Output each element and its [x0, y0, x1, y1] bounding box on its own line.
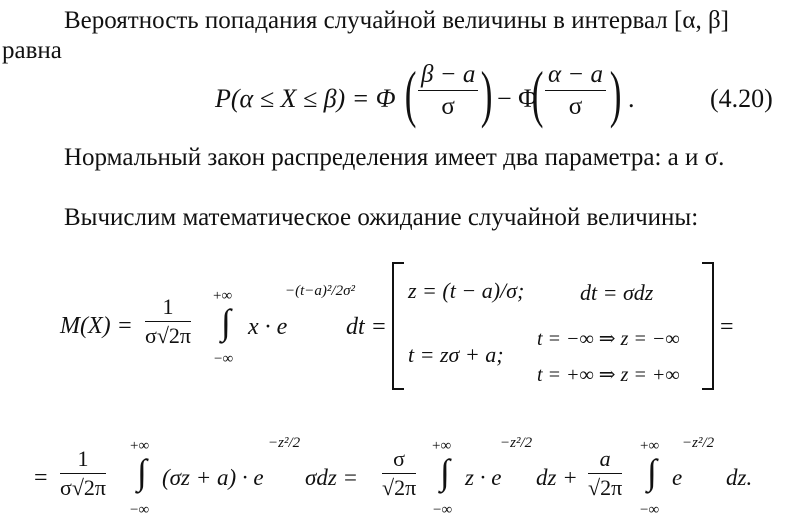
mx-equals: =	[720, 314, 734, 340]
integral-sign-4: ∫	[647, 452, 657, 492]
final-coef-2	[382, 448, 416, 499]
equation-number: (4.20)	[710, 84, 773, 113]
final-term-1: (σz + a) · e	[162, 465, 264, 490]
integral-sign-3: ∫	[440, 452, 450, 492]
mx-exponent: −(t−a)²/2σ²	[285, 283, 355, 299]
sub-limit-upper: t = +∞ ⇒ z = +∞	[537, 364, 680, 386]
mx-int-lower: −∞	[214, 351, 234, 367]
fraction-1-numerator: β − a	[418, 62, 478, 91]
right-bracket	[702, 262, 714, 390]
mx-int-upper: +∞	[213, 288, 233, 304]
mx-coef-num: 1	[145, 296, 191, 322]
mx-coef-den: σ√2π	[145, 323, 192, 348]
integral-sign-1: ∫	[221, 302, 231, 342]
final-term-3: e	[672, 465, 683, 490]
final-exp-3: −z²/2	[682, 435, 715, 451]
eq420-lhs	[215, 86, 396, 112]
final-coef-1	[60, 448, 106, 499]
final-int1-upper: +∞	[130, 438, 150, 454]
final-int2-upper: +∞	[432, 438, 452, 454]
fraction-2-denominator: σ	[568, 93, 583, 120]
final-int2-lower: −∞	[433, 502, 453, 518]
sub-t: t = zσ + a;	[408, 342, 504, 367]
final-coef-1-den: σ√2π	[60, 475, 107, 500]
final-coef-3	[588, 448, 622, 499]
final-equals: =	[34, 465, 48, 491]
eq420-minus: − Φ	[497, 84, 538, 113]
final-term-2-end: dz +	[536, 465, 578, 490]
sub-z: z = (t − a)/σ;	[408, 278, 525, 303]
fraction-2	[545, 62, 606, 119]
paren-open-2: (	[531, 58, 544, 129]
final-coef-3-num: a	[588, 448, 622, 474]
final-int1-lower: −∞	[130, 502, 150, 518]
sub-dt: dt = σdz	[580, 280, 654, 305]
mx-lhs: M(X) =	[60, 313, 133, 339]
left-bracket	[392, 262, 404, 390]
fraction-1	[418, 62, 478, 119]
mx-coefficient	[145, 296, 191, 347]
eq420-lhs-text: P(α ≤ X ≤ β) = Φ	[215, 84, 396, 113]
final-coef-2-den: √2π	[382, 475, 417, 500]
final-term-3-end: dz.	[726, 465, 753, 490]
final-exp-1: −z²/2	[268, 435, 301, 451]
fraction-1-denominator: σ	[441, 93, 455, 120]
eq420-dot: .	[628, 84, 635, 113]
final-int3-lower: −∞	[640, 502, 660, 518]
sub-limit-lower: t = −∞ ⇒ z = −∞	[537, 328, 680, 350]
final-term-1-end: σdz =	[305, 465, 359, 490]
mx-dt: dt =	[346, 314, 387, 340]
final-term-2: z · e	[465, 465, 502, 490]
final-coef-3-den: √2π	[588, 475, 623, 500]
paren-open-1: (	[404, 58, 417, 129]
final-int3-upper: +∞	[640, 438, 660, 454]
final-coef-2-num: σ	[382, 448, 416, 474]
paren-close-1: )	[480, 58, 493, 129]
integral-sign-2: ∫	[137, 452, 147, 492]
paragraph-line-2: равна	[2, 37, 62, 64]
final-exp-2: −z²/2	[500, 435, 533, 451]
mx-integrand: x · e	[248, 314, 288, 340]
fraction-2-numerator: α − a	[545, 62, 606, 91]
paren-close-2: )	[609, 58, 622, 129]
paragraph-line-1: Вероятность попадания случайной величины в интервал [α, β]	[64, 7, 730, 34]
paragraph-3: Вычислим математическое ожидание случайной величины:	[64, 204, 699, 231]
final-coef-1-num: 1	[60, 448, 106, 474]
paragraph-2: Нормальный закон распределения имеет два параметра: a и σ.	[64, 144, 725, 171]
